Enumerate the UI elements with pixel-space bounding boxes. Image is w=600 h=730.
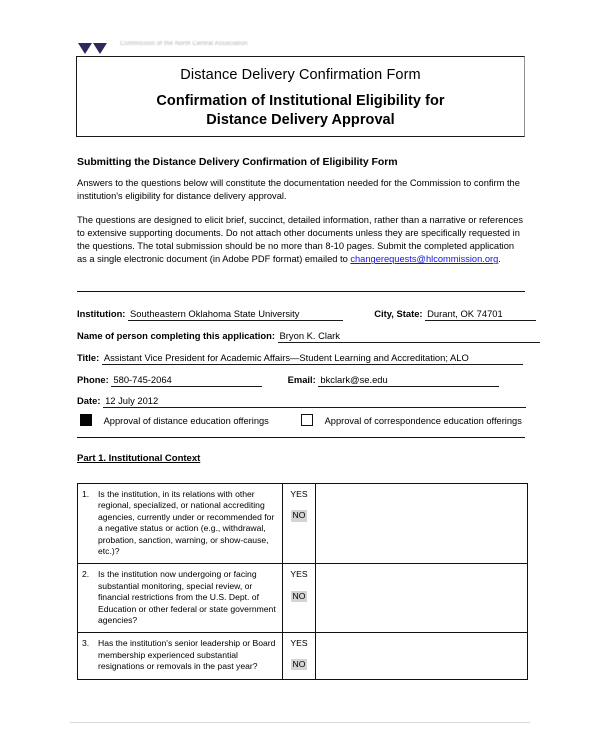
- answer-choice-cell[interactable]: [283, 564, 316, 633]
- email-label: Email:: [287, 374, 316, 385]
- comment-cell[interactable]: [316, 633, 528, 679]
- divider-top: [77, 291, 525, 292]
- date-input[interactable]: 12 July 2012: [103, 395, 526, 408]
- title-box: [76, 56, 525, 137]
- approval-option-correspondence[interactable]: [301, 414, 522, 426]
- table-row: [78, 633, 528, 679]
- yes-option[interactable]: YES: [290, 569, 308, 580]
- table-row: [78, 564, 528, 633]
- no-option-selected[interactable]: NO: [292, 510, 306, 521]
- question-cell: [78, 484, 283, 564]
- divider-bottom: [77, 437, 525, 438]
- intro-heading: Submitting the Distance Delivery Confirmation of Eligibility Form: [77, 156, 398, 168]
- form-title: Distance Delivery Confirmation Form: [180, 67, 421, 83]
- title-label: Title:: [77, 352, 100, 363]
- letterhead: [76, 38, 527, 56]
- field-row-phone: [77, 374, 526, 387]
- email-input[interactable]: bkclark@se.edu: [318, 374, 499, 387]
- institution-input[interactable]: Southeastern Oklahoma State University: [128, 308, 343, 321]
- checkbox-checked-icon[interactable]: [80, 414, 92, 426]
- date-label: Date:: [77, 395, 101, 406]
- approval-option-distance-label: Approval of distance education offerings: [103, 416, 269, 426]
- person-input[interactable]: Bryon K. Clark: [278, 330, 540, 343]
- question-cell: [78, 633, 283, 679]
- field-row-date: [77, 395, 526, 408]
- question-number: 3.: [82, 638, 90, 649]
- question-text: Has the institution's senior leadership or Board membership experienced substantial resignations or removals in the past year?: [98, 638, 276, 672]
- table-row: [78, 484, 528, 564]
- phone-label: Phone:: [77, 374, 109, 385]
- comment-cell[interactable]: [316, 484, 528, 564]
- email-link[interactable]: changerequests@hlcommission.org: [350, 254, 499, 265]
- answer-choice-cell[interactable]: [283, 633, 316, 679]
- title-input[interactable]: Assistant Vice President for Academic Affairs—Student Learning and Accreditation; ALO: [102, 352, 523, 365]
- questions-table: [77, 483, 528, 680]
- question-text: Is the institution now undergoing or facing substantial monitoring, special review, or financial restrictions from the U.S. Dept. of Education or other federal or state government agencies?: [98, 569, 276, 626]
- letterhead-text: Commission of the North Central Association: [120, 41, 248, 47]
- intro-paragraph-2-text: The questions are designed to elicit brief, succinct, detailed information, rather than a narrative or references to extensive supporting documents. Do not attach other documents unless they are specifically requested in the questions. The total submission should be no more than 8-10 pages. Submit the completed application as a single electronic document (in Adobe PDF format) emailed to: [77, 215, 523, 265]
- field-row-title: [77, 352, 526, 365]
- form-subtitle-line-2: Distance Delivery Approval: [206, 112, 395, 128]
- question-number: 2.: [82, 569, 90, 580]
- form-subtitle: [77, 92, 524, 130]
- question-number: 1.: [82, 489, 90, 499]
- no-option-selected[interactable]: NO: [292, 590, 306, 601]
- comment-text: [316, 633, 527, 641]
- question-cell: [78, 564, 283, 633]
- phone-input[interactable]: 580-745-2064: [111, 374, 262, 387]
- comment-text: [316, 484, 527, 492]
- intro-paragraph-1: Answers to the questions below will constitute the documentation needed for the Commission to confirm the institution's eligibility for distance delivery approval.: [77, 178, 520, 202]
- intro-paragraph-2: [77, 214, 525, 266]
- institution-label: Institution:: [77, 308, 126, 319]
- no-option-selected[interactable]: NO: [292, 658, 306, 669]
- checkbox-unchecked-icon[interactable]: [301, 414, 313, 426]
- approval-option-correspondence-label: Approval of correspondence education offerings: [324, 416, 522, 426]
- approval-option-distance[interactable]: [80, 414, 269, 426]
- yes-option[interactable]: YES: [290, 638, 308, 649]
- field-row-institution: [77, 308, 526, 321]
- comment-text: [316, 564, 527, 572]
- approval-options-row: [77, 413, 526, 431]
- comment-cell[interactable]: [316, 564, 528, 633]
- intro-paragraph-2-tail: .: [498, 254, 501, 265]
- answer-choice-cell[interactable]: [283, 484, 316, 564]
- person-label: Name of person completing this application:: [77, 330, 275, 341]
- field-row-person: [77, 330, 526, 343]
- hlc-logo-icon: [78, 40, 108, 54]
- yes-option[interactable]: YES: [290, 489, 308, 499]
- city-state-input[interactable]: Durant, OK 74701: [425, 308, 536, 321]
- city-state-label: City, State:: [374, 308, 423, 319]
- part-heading: Part 1. Institutional Context: [77, 453, 201, 464]
- form-subtitle-line-1: Confirmation of Institutional Eligibility for: [156, 93, 445, 109]
- footer-divider: [70, 722, 530, 723]
- question-text: Is the institution, in its relations with other regional, specialized, or national accrediting agencies, currently under or recommended for a negative status or action (e.g., withdrawal, probation, sanction, warning, or show-cause, etc.)?: [98, 489, 275, 557]
